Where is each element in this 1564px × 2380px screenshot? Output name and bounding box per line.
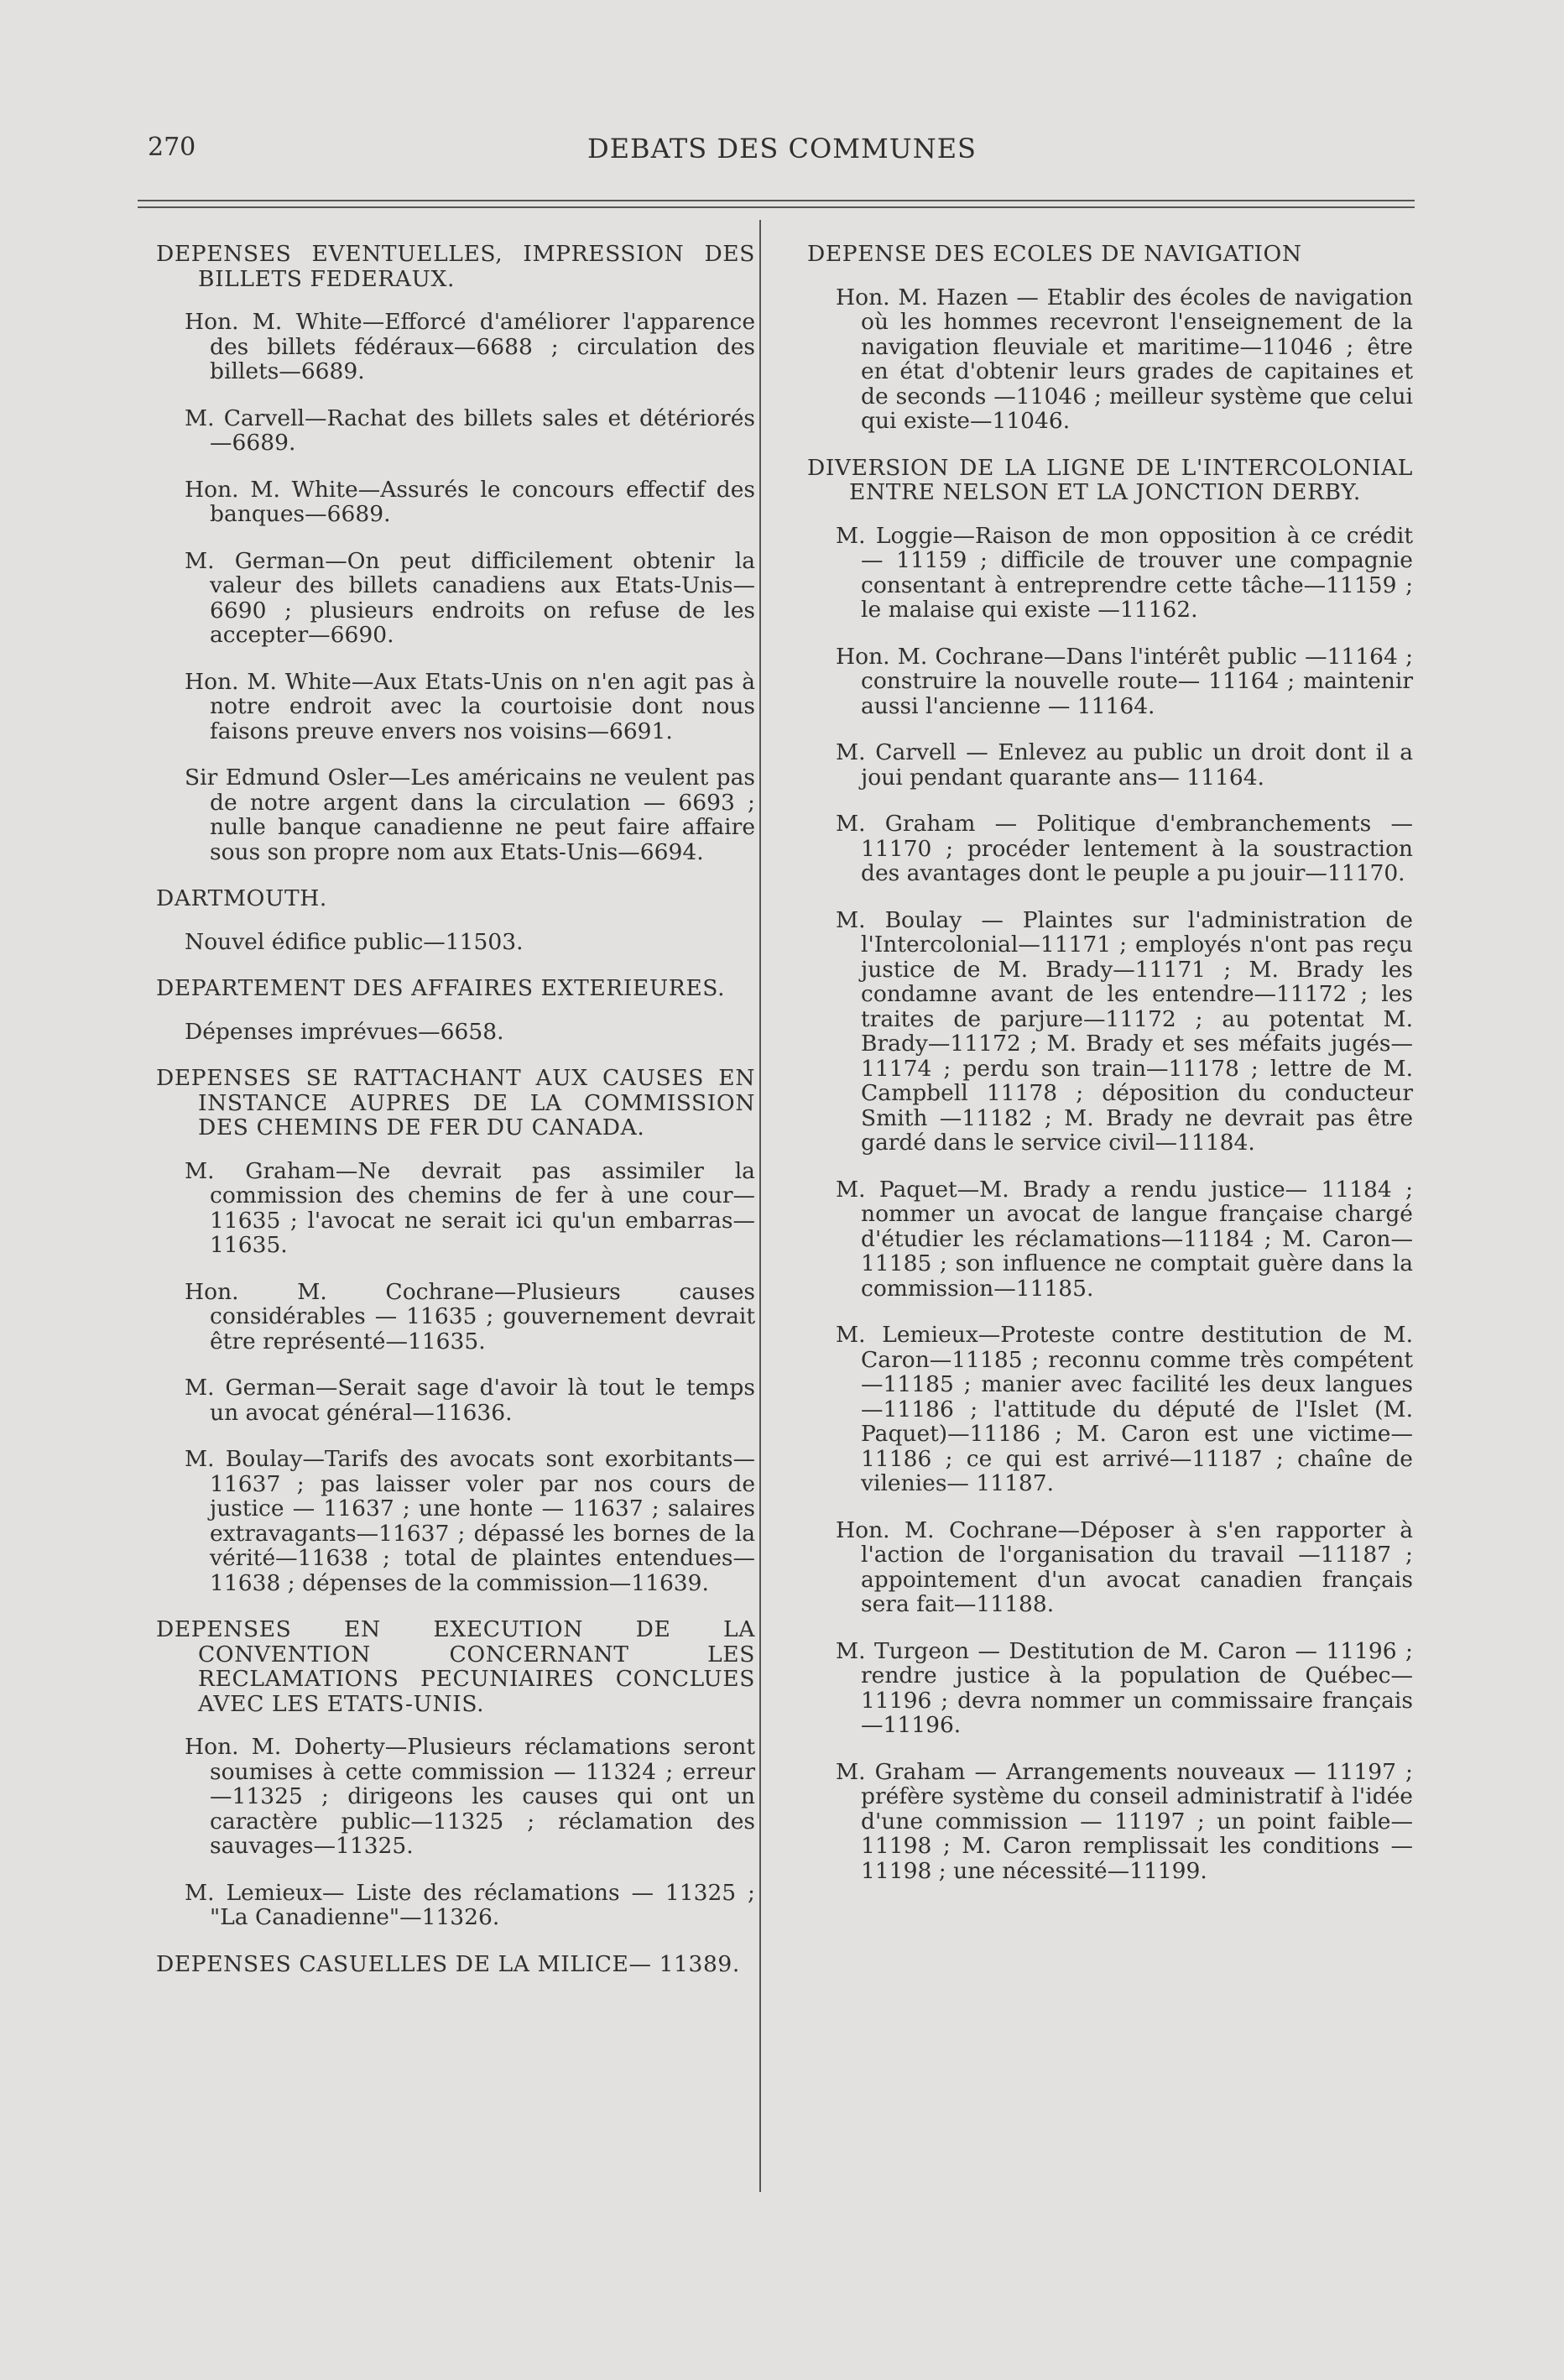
index-entry: M. Graham—Ne devrait pas assimiler la commission des chemins de fer à une cour—11635 ; l'avocat ne serait ici qu'un embarras—11635.: [185, 1157, 755, 1258]
index-entry: M. Carvell — Enlevez au public un droit dont il a joui pendant quarante ans— 11164.: [836, 739, 1413, 791]
section-heading: DEPARTEMENT DES AFFAIRES EXTERIEURES.: [156, 975, 726, 1001]
index-entry: Hon. M. Cochrane—Plusieurs causes considérables — 11635 ; gouvernement devrait être représenté—11635.: [185, 1278, 755, 1354]
index-entry: Hon. M. White—Assurés le concours effectif des banques—6689.: [185, 476, 755, 527]
right-column: [807, 242, 1413, 1905]
index-section: [156, 886, 755, 954]
index-entry: Hon. M. Cochrane—Dans l'intérêt public —11164 ; construire la nouvelle route— 11164 ; maintenir aussi l'ancienne — 11164.: [836, 643, 1413, 719]
index-entry: M. Lemieux— Liste des réclamations — 11325 ; "La Canadienne"—11326.: [185, 1879, 755, 1930]
index-entry: M. Paquet—M. Brady a rendu justice— 11184 ; nommer un avocat de langue française chargé d'étudier les réclamations—11184 ; M. Caron—11185 ; son influence ne comptait guère dans la commission—11185.: [836, 1176, 1413, 1302]
index-entry: Dépenses imprévues—6658.: [185, 1018, 504, 1045]
index-entry: Hon. M. Hazen — Etablir des écoles de navigation où les hommes recevront l'enseignement de la navigation fleuviale et maritime—11046 ; être en état d'obtenir leurs grades de capitaines et de seconds —11046 ; meilleur système que celui qui existe—11046.: [836, 284, 1413, 434]
index-entry: Hon. M. Cochrane—Déposer à s'en rapporter à l'action de l'organisation du travail —11187 ; appointement d'un avocat canadien français sera fait—11188.: [836, 1516, 1413, 1617]
index-entry: M. Graham — Arrangements nouveaux — 11197 ; préfère système du conseil administratif à l'idée d'une commission — 11197 ; un point faible—11198 ; M. Caron remplissait les conditions — 11198 ; une nécessité—11199.: [836, 1758, 1413, 1884]
index-entry: M. Loggie—Raison de mon opposition à ce crédit — 11159 ; difficile de trouver une compagnie consentant à entreprendre cette tâche—11159 ; le malaise qui existe —11162.: [836, 522, 1413, 623]
section-heading: DEPENSES SE RATTACHANT AUX CAUSES EN INSTANCE AUPRES DE LA COMMISSION DES CHEMINS DE FER DU CANADA.: [156, 1065, 755, 1140]
left-column: [156, 242, 755, 1998]
section-heading: DEPENSES CASUELLES DE LA MILICE— 11389.: [156, 1950, 740, 1977]
index-section: [156, 1952, 755, 1977]
index-entry: M. Lemieux—Proteste contre destitution de M. Caron—11185 ; reconnu comme très compétent—11185 ; manier avec facilité les deux langues—11186 ; l'attitude du député de l'Islet (M. Paquet)—11186 ; M. Caron est une victime—11186 ; ce qui est arrivé—11187 ; chaîne de vilenies— 11187.: [836, 1322, 1413, 1496]
section-heading: DEPENSE DES ECOLES DE NAVIGATION: [807, 241, 1302, 267]
section-heading: DIVERSION DE LA LIGNE DE L'INTERCOLONIAL ENTRE NELSON ET LA JONCTION DERBY.: [807, 454, 1413, 505]
header-rule: [138, 200, 1415, 201]
index-entry: M. German—On peut difficilement obtenir la valeur des billets canadiens aux Etats-Unis—6690 ; plusieurs endroits on refuse de les accepter—6690.: [185, 547, 755, 648]
page-number: 270: [148, 133, 196, 162]
section-heading: DEPENSES EN EXECUTION DE LA CONVENTION CONCERNANT LES RECLAMATIONS PECUNIAIRES CONCLUES AVEC LES ETATS-UNIS.: [156, 1616, 755, 1717]
section-heading: DEPENSES EVENTUELLES, IMPRESSION DES BILLETS FEDERAUX.: [156, 241, 755, 292]
index-entry: M. German—Serait sage d'avoir là tout le temps un avocat général—11636.: [185, 1375, 755, 1426]
index-entry: M. Boulay—Tarifs des avocats sont exorbitants—11637 ; pas laisser voler par nos cours de justice — 11637 ; une honte — 11637 ; salaires extravagants—11637 ; dépassé les bornes de la vérité—11638 ; total de plaintes entendues—11638 ; dépenses de la commission—11639.: [185, 1446, 755, 1596]
index-section: [156, 1617, 755, 1930]
header-rule: [138, 206, 1415, 208]
index-section: [156, 1066, 755, 1595]
running-title: DEBATS DES COMMUNES: [587, 133, 977, 164]
index-entry: M. Graham — Politique d'embranchements —11170 ; procéder lentement à la soustraction des avantages dont le peuple a pu jouir—11170.: [836, 811, 1413, 886]
index-entry: Sir Edmund Osler—Les américains ne veulent pas de notre argent dans la circulation — 6693 ; nulle banque canadienne ne peut faire affaire sous son propre nom aux Etats-Unis—6694.: [185, 765, 755, 865]
index-entry: M. Turgeon — Destitution de M. Caron — 11196 ; rendre justice à la population de Québec—11196 ; devra nommer un commissaire français—11196.: [836, 1637, 1413, 1738]
index-section: [156, 242, 755, 864]
index-entry: M. Carvell—Rachat des billets sales et détériorés—6689.: [185, 404, 755, 456]
index-entry: Hon. M. White—Efforcé d'améliorer l'apparence des billets fédéraux—6688 ; circulation des billets—6689.: [185, 309, 755, 384]
column-divider: [759, 220, 761, 2192]
index-entry: Hon. M. Doherty—Plusieurs réclamations seront soumises à cette commission — 11324 ; erreur—11325 ; dirigeons les causes qui ont un caractère public—11325 ; réclamation des sauvages—11325.: [185, 1734, 755, 1859]
index-entry: M. Boulay — Plaintes sur l'administration de l'Intercolonial—11171 ; employés n'ont pas reçu justice de M. Brady—11171 ; M. Brady les condamne avant de les entendre—11172 ; les traites de parjure—11172 ; au potentat M. Brady—11172 ; M. Brady et ses méfaits jugés—11174 ; perdu son train—11178 ; lettre de M. Campbell 11178 ; déposition du conducteur Smith —11182 ; M. Brady ne devrait pas être gardé dans le service civil—11184.: [836, 906, 1413, 1156]
index-section: [156, 976, 755, 1044]
section-heading: DARTMOUTH.: [156, 885, 327, 911]
index-entry: Hon. M. White—Aux Etats-Unis on n'en agit pas à notre endroit avec la courtoisie dont nous faisons preuve envers nos voisins—6691.: [185, 668, 755, 744]
index-section: [807, 242, 1413, 434]
index-section: [807, 456, 1413, 1884]
index-entry: Nouvel édifice public—11503.: [185, 928, 524, 955]
